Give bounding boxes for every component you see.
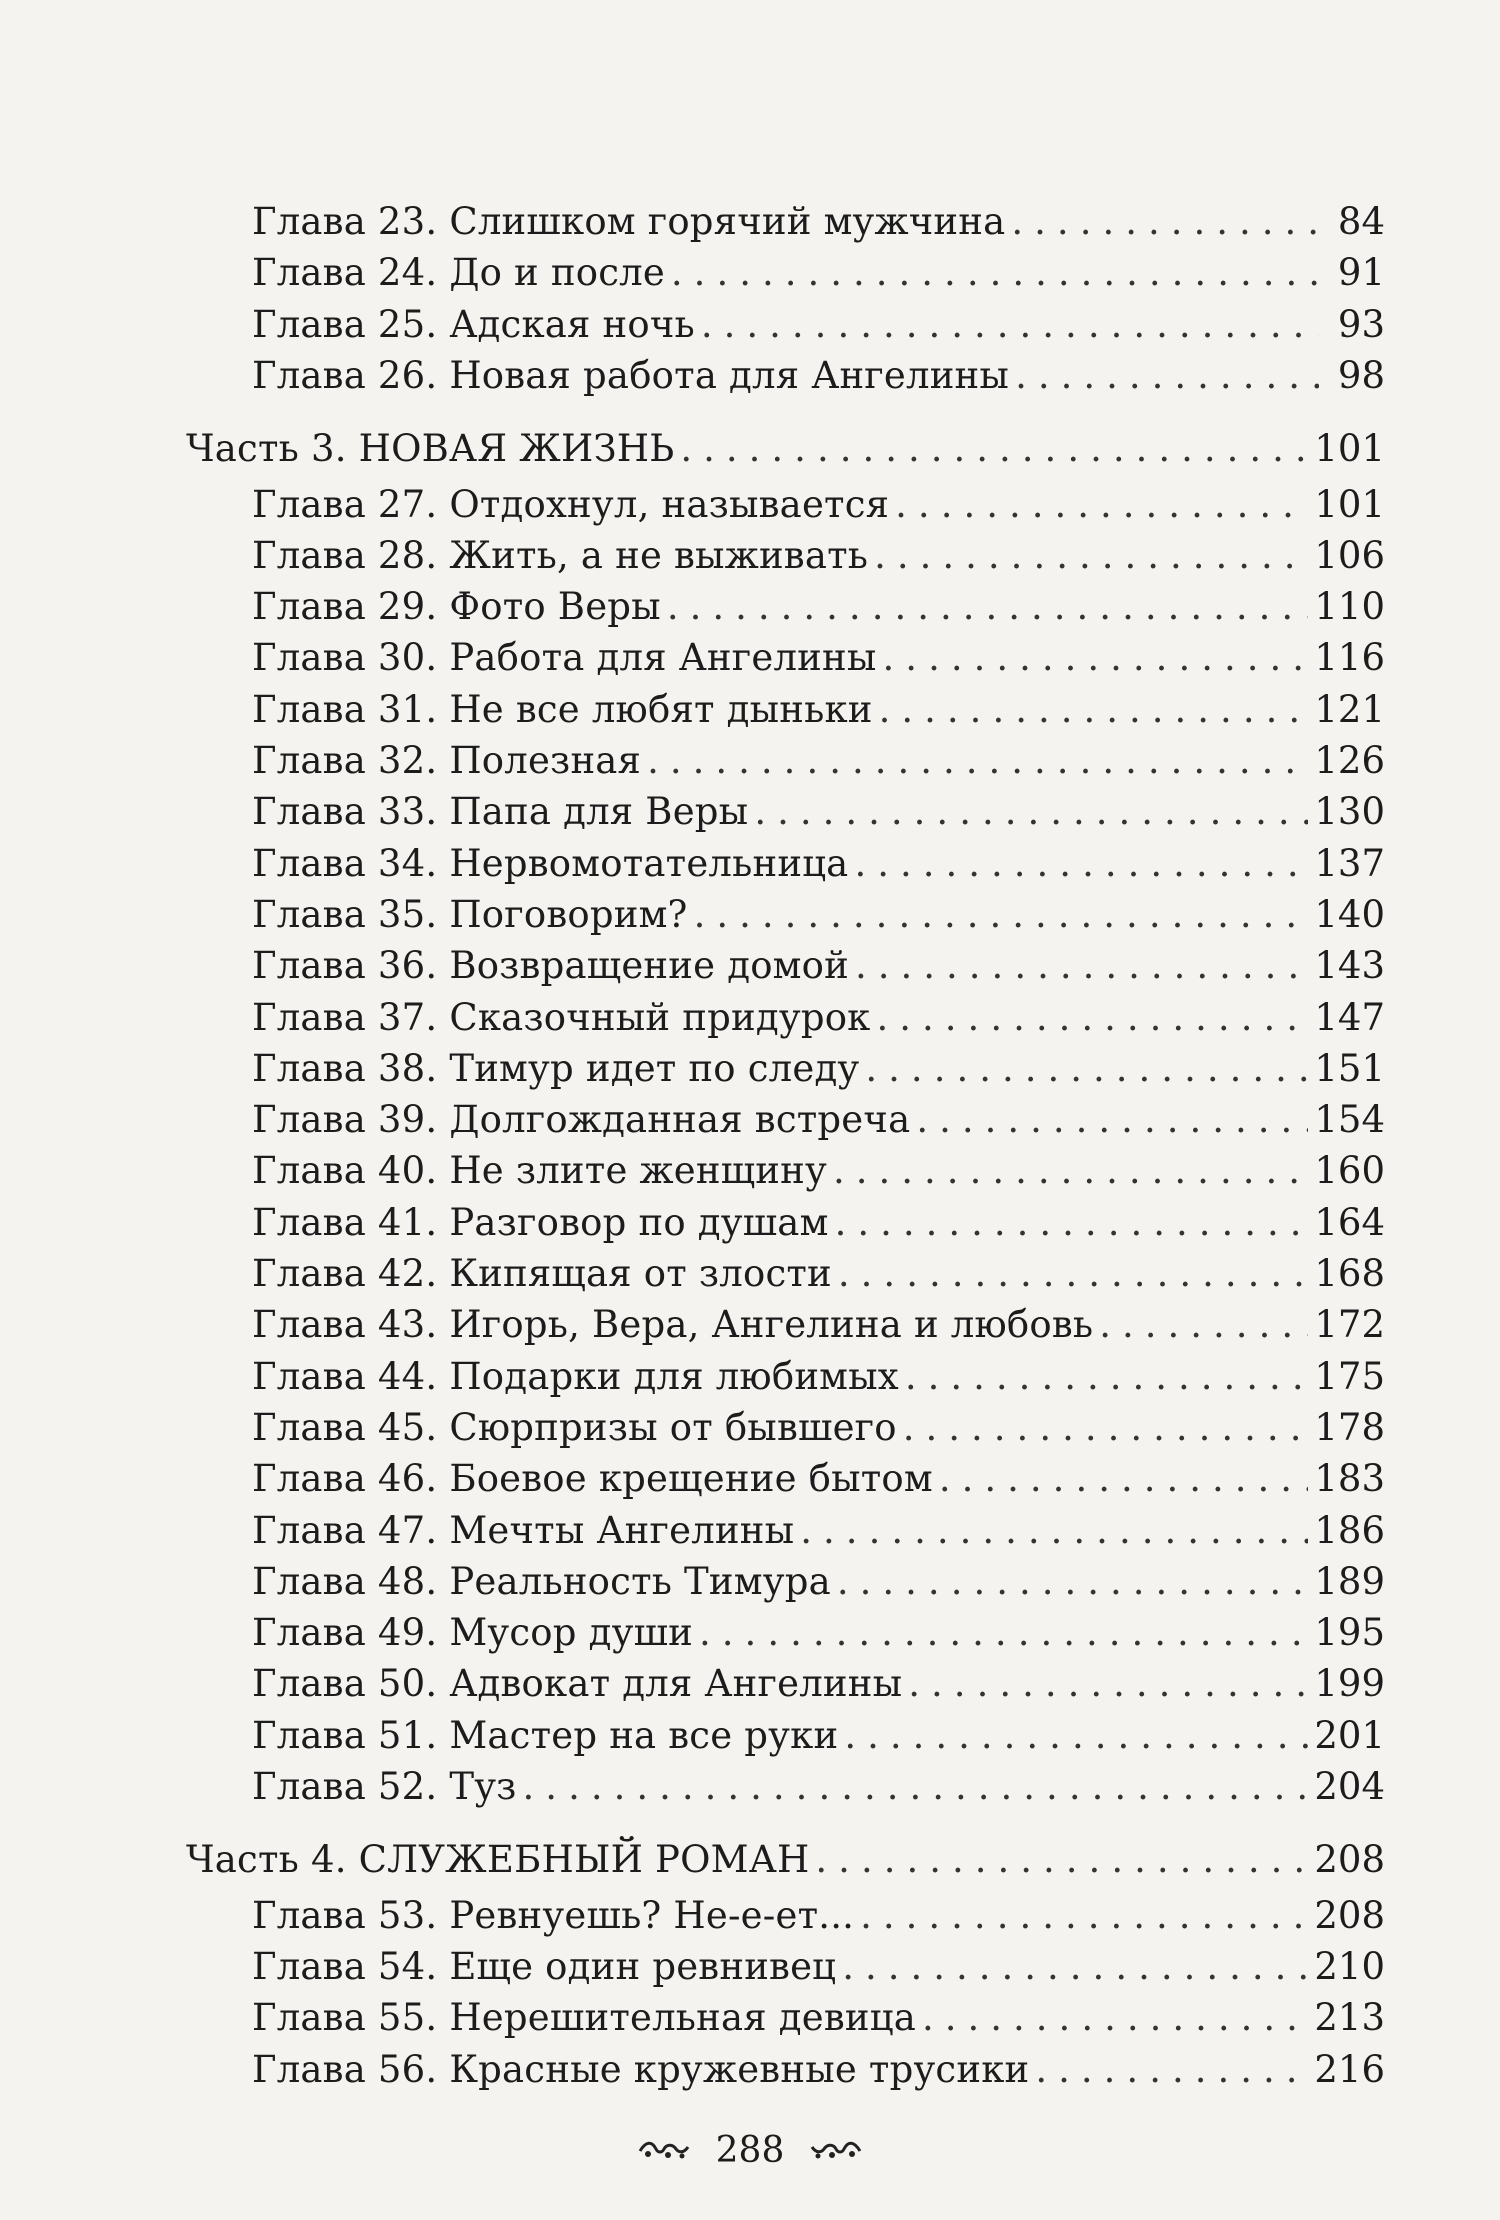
toc-page-number: 210 xyxy=(1314,1944,1385,1988)
dot-leader xyxy=(842,1942,1308,1992)
toc-chapter-title: Глава 43. Игорь, Вера, Ангелина и любовь xyxy=(252,1303,1094,1347)
toc-chapter-title: Глава 35. Поговорим? xyxy=(252,892,688,936)
dot-leader xyxy=(905,1352,1309,1402)
dot-leader xyxy=(879,685,1309,735)
toc-page-number: 168 xyxy=(1314,1252,1385,1295)
toc-chapter-title: Глава 39. Долгожданная встреча xyxy=(252,1098,911,1142)
toc-chapter-title: Глава 56. Красные кружевные трусики xyxy=(252,2047,1030,2091)
toc-chapter-title: Глава 52. Туз xyxy=(252,1765,517,1808)
toc-chapter-title: Глава 30. Работа для Ангелины xyxy=(252,636,877,680)
dot-leader xyxy=(877,993,1309,1043)
toc-page-number: 189 xyxy=(1314,1559,1385,1603)
toc-chapter-title: Глава 28. Жить, а не выживать xyxy=(252,533,869,577)
toc-page-number: 93 xyxy=(1337,302,1385,346)
toc-page-number: 106 xyxy=(1314,533,1385,577)
toc-chapter-row xyxy=(252,1659,1385,1709)
toc-chapter-title: Глава 32. Полезная xyxy=(252,739,642,782)
page-footer xyxy=(0,2125,1500,2175)
toc-chapter-title: Глава 45. Сюрпризы от бывшего xyxy=(252,1405,897,1449)
toc-page-number: 175 xyxy=(1314,1354,1385,1398)
dot-leader xyxy=(1015,351,1319,401)
dot-leader xyxy=(694,890,1309,940)
dot-leader xyxy=(855,941,1308,991)
toc-page-number: 91 xyxy=(1337,251,1385,295)
toc-page-number: 130 xyxy=(1314,790,1385,834)
toc-chapter-title: Глава 31. Не все любят дыньки xyxy=(252,687,873,731)
toc-chapter-row xyxy=(252,1249,1385,1299)
toc-chapter-row xyxy=(252,1608,1385,1658)
toc-page-number: 201 xyxy=(1314,1713,1385,1757)
toc-chapter-title: Глава 50. Адвокат для Ангелины xyxy=(252,1662,903,1706)
toc-chapter-row xyxy=(252,787,1385,837)
dot-leader xyxy=(701,300,1319,350)
dot-leader xyxy=(838,1249,1308,1299)
toc-chapter-title: Глава 33. Папа для Веры xyxy=(252,790,749,834)
toc-chapter-row xyxy=(252,582,1385,632)
toc-chapter-row xyxy=(252,1891,1385,1941)
toc-chapter-title: Глава 55. Нерешительная девица xyxy=(252,1996,916,2040)
toc-chapter-row xyxy=(252,1942,1385,1992)
toc-chapter-title: Глава 41. Разговор по душам xyxy=(252,1200,829,1244)
dot-leader xyxy=(895,480,1308,530)
toc-chapter-row xyxy=(252,1454,1385,1504)
dot-leader xyxy=(854,839,1308,889)
toc-chapter-title: Глава 34. Нервомотательница xyxy=(252,841,849,885)
toc-chapter-title: Глава 53. Ревнуешь? Не-е-ет... xyxy=(252,1893,855,1937)
page-number: 288 xyxy=(715,2129,785,2171)
dot-leader xyxy=(671,248,1319,298)
toc-chapter-title: Глава 23. Слишком горячий мужчина xyxy=(252,200,1006,243)
dot-leader xyxy=(699,1608,1308,1658)
toc-chapter-title: Глава 44. Подарки для любимых xyxy=(252,1354,899,1398)
toc-chapter-row xyxy=(252,1557,1385,1607)
dot-leader xyxy=(1011,197,1319,247)
toc-chapter-title: Глава 26. Новая работа для Ангелины xyxy=(252,353,1010,397)
toc-chapter-title: Глава 49. Мусор души xyxy=(252,1611,694,1655)
dot-leader xyxy=(800,1506,1308,1556)
toc-chapter-row xyxy=(252,1711,1385,1761)
toc-chapter-title: Глава 37. Сказочный придурок xyxy=(252,995,871,1039)
toc-chapter-row xyxy=(252,1044,1385,1094)
toc-chapter-title: Глава 51. Мастер на все руки xyxy=(252,1713,839,1757)
toc-page-number: 183 xyxy=(1314,1457,1385,1501)
toc-chapter-row xyxy=(252,1403,1385,1453)
toc-chapter-title: Глава 46. Боевое крещение бытом xyxy=(252,1457,933,1501)
toc-chapter-row xyxy=(252,685,1385,735)
toc-page-number: 186 xyxy=(1314,1508,1385,1552)
toc-page-number: 178 xyxy=(1314,1405,1385,1449)
toc-chapter-row xyxy=(252,531,1385,581)
dot-leader xyxy=(939,1454,1309,1504)
toc-part-row xyxy=(186,1835,1385,1885)
ornament-right-icon xyxy=(810,2139,862,2161)
dot-leader xyxy=(837,1557,1308,1607)
toc-chapter-title: Глава 54. Еще один ревнивец xyxy=(252,1944,837,1988)
dot-leader xyxy=(835,1198,1309,1248)
toc-chapter-row xyxy=(252,993,1385,1043)
toc-chapter-row xyxy=(252,351,1385,401)
toc-page-number: 101 xyxy=(1314,427,1385,471)
dot-leader xyxy=(815,1835,1308,1885)
toc-chapter-row xyxy=(252,1993,1385,2043)
dot-leader xyxy=(908,1659,1308,1709)
toc-page-number: 199 xyxy=(1314,1662,1385,1706)
toc-page-number: 140 xyxy=(1314,892,1385,936)
dot-leader xyxy=(680,424,1308,474)
toc-chapter-row xyxy=(252,1762,1385,1812)
toc-chapter-title: Глава 25. Адская ночь xyxy=(252,302,695,346)
toc-chapter-row xyxy=(252,1095,1385,1145)
toc-chapter-title: Глава 36. Возвращение домой xyxy=(252,944,849,988)
toc-page-number: 121 xyxy=(1314,687,1385,731)
toc-page-number: 147 xyxy=(1314,995,1385,1039)
dot-leader xyxy=(844,1711,1308,1761)
toc-chapter-row xyxy=(252,2045,1385,2095)
toc-chapter-row xyxy=(252,248,1385,298)
toc-chapter-row xyxy=(252,1352,1385,1402)
toc-chapter-title: Глава 42. Кипящая от злости xyxy=(252,1252,832,1295)
toc-chapter-title: Глава 27. Отдохнул, называется xyxy=(252,482,890,526)
toc-chapter-row xyxy=(252,839,1385,889)
toc-chapter-title: Глава 47. Мечты Ангелины xyxy=(252,1508,795,1552)
toc-chapter-title: Глава 48. Реальность Тимура xyxy=(252,1559,831,1603)
toc-chapter-title: Глава 29. Фото Веры xyxy=(252,585,661,629)
toc-page-number: 164 xyxy=(1314,1200,1385,1244)
toc-page-number: 98 xyxy=(1337,353,1385,397)
toc-page-number: 208 xyxy=(1314,1893,1385,1937)
dot-leader xyxy=(833,1146,1308,1196)
dot-leader xyxy=(922,1993,1308,2043)
toc-chapter-row xyxy=(252,890,1385,940)
toc-part-row xyxy=(186,424,1385,474)
toc-page-number: 126 xyxy=(1314,739,1385,782)
toc-page-number: 195 xyxy=(1314,1611,1385,1655)
ornament-left-icon xyxy=(638,2139,690,2161)
toc-page-number: 137 xyxy=(1314,841,1385,885)
toc-page-number: 154 xyxy=(1314,1098,1385,1142)
toc-chapter-row xyxy=(252,197,1385,247)
dot-leader xyxy=(754,787,1308,837)
toc-chapter-title: Глава 40. Не злите женщину xyxy=(252,1149,827,1193)
toc-page-number: 213 xyxy=(1314,1996,1385,2040)
toc-page-number: 216 xyxy=(1314,2047,1385,2091)
toc-chapter-row xyxy=(252,941,1385,991)
toc-page-number: 160 xyxy=(1314,1149,1385,1193)
dot-leader xyxy=(916,1095,1308,1145)
toc-page-number: 151 xyxy=(1314,1046,1385,1090)
dot-leader xyxy=(874,531,1308,581)
dot-leader xyxy=(667,582,1309,632)
toc-chapter-row xyxy=(252,300,1385,350)
toc-page-number: 84 xyxy=(1337,200,1385,243)
dot-leader xyxy=(647,736,1308,786)
toc-part-title: Часть 3. НОВАЯ ЖИЗНЬ xyxy=(186,427,675,471)
toc-chapter-row xyxy=(252,633,1385,683)
dot-leader xyxy=(865,1044,1308,1094)
dot-leader xyxy=(903,1403,1309,1453)
toc-chapter-title: Глава 38. Тимур идет по следу xyxy=(252,1046,860,1090)
dot-leader xyxy=(1099,1300,1308,1350)
toc-chapter-row xyxy=(252,1506,1385,1556)
dot-leader xyxy=(1035,2045,1308,2095)
toc-page-number: 110 xyxy=(1314,585,1385,629)
toc-chapter-row xyxy=(252,1300,1385,1350)
toc-page-number: 116 xyxy=(1314,636,1385,680)
dot-leader xyxy=(523,1762,1309,1812)
dot-leader xyxy=(883,633,1309,683)
toc-page-number: 143 xyxy=(1314,944,1385,988)
toc-chapter-title: Глава 24. До и после xyxy=(252,251,665,295)
toc-chapter-row xyxy=(252,1198,1385,1248)
toc-page-number: 208 xyxy=(1314,1838,1385,1882)
toc-chapter-row xyxy=(252,1146,1385,1196)
toc-page-number: 204 xyxy=(1314,1765,1385,1808)
toc-page-number: 172 xyxy=(1314,1303,1385,1347)
toc-part-title: Часть 4. СЛУЖЕБНЫЙ РОМАН xyxy=(186,1838,810,1882)
toc-chapter-row xyxy=(252,736,1385,786)
toc-chapter-row xyxy=(252,480,1385,530)
dot-leader xyxy=(860,1891,1308,1941)
toc-page-number: 101 xyxy=(1314,482,1385,526)
